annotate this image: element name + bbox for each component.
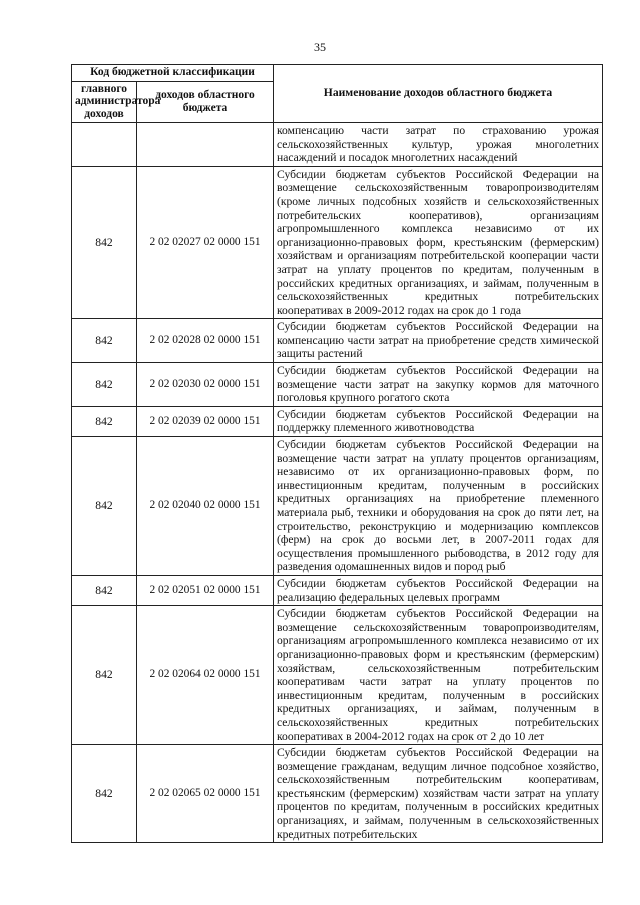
budget-classification-table [71, 64, 603, 843]
table-row [72, 406, 603, 436]
revenue-name-cell: Субсидии бюджетам субъектов Российской Федерации на возмещение гражданам, ведущим личное подсобное хозяйство, сельскохозяйственным потребительским кооперативам, крестьянским (фермерским) хозяйствам части затрат на уплату процентов по кредитам, полученным в российских кредитных организациях, и займам, полученным в сельскохозяйственных кредитных потребительских [274, 745, 603, 843]
revenue-name-cell: компенсацию части затрат по страхованию урожая сельскохозяйственных культур, урожая многолетних насаждений и посадок многолетних насаждений [274, 122, 603, 166]
header-revenue-name: Наименование доходов областного бюджета [274, 65, 603, 123]
admin-code-cell: 842 [72, 437, 137, 576]
table-row [72, 363, 603, 407]
revenue-name-cell: Субсидии бюджетам субъектов Российской Федерации на возмещение части затрат на уплату процентов организациям, независимо от их организационно-правовых форм, по инвестиционным кредитам, полученным в российских кредитных организациях на приобретение племенного материала рыб, техники и оборудования на срок до пяти лет, на строительство, реконструкцию и модернизацию комплексов (ферм) на срок до восьми лет, в 2007-2011 годах для осуществления промышленного рыбоводства, в 2012 году для разведения одомашненных видов и пород рыб [274, 437, 603, 576]
header-budget-classification-code: Код бюджетной классификации [72, 65, 274, 82]
budget-code-cell: 2 02 02030 02 0000 151 [137, 363, 274, 407]
admin-code-cell: 842 [72, 606, 137, 745]
admin-code-cell [72, 122, 137, 166]
admin-code-cell: 842 [72, 319, 137, 363]
table-row [72, 437, 603, 576]
budget-code-cell: 2 02 02027 02 0000 151 [137, 166, 274, 319]
budget-code-cell: 2 02 02040 02 0000 151 [137, 437, 274, 576]
revenue-name-cell: Субсидии бюджетам субъектов Российской Федерации на реализацию федеральных целевых программ [274, 575, 603, 605]
budget-code-cell: 2 02 02039 02 0000 151 [137, 406, 274, 436]
revenue-name-cell: Субсидии бюджетам субъектов Российской Федерации на возмещение части затрат на закупку кормов для маточного поголовья крупного рогатого скота [274, 363, 603, 407]
revenue-name-cell: Субсидии бюджетам субъектов Российской Федерации на возмещение сельскохозяйственным товаропроизводителям, организациям агропромышленного комплекса независимо от их организационно-правовых форм и крестьянским (фермерским) хозяйствам, сельскохозяйственным потребительским кооперативам части затрат на уплату процентов по инвестиционным кредитам, полученным в российских кредитных организациях, и займам, полученным в сельскохозяйственных кредитных потребительских кооперативах в 2004-2012 годах на срок от 2 до 10 лет [274, 606, 603, 745]
page-number: 35 [314, 40, 326, 54]
table-row [72, 122, 603, 166]
table-row [72, 575, 603, 605]
revenue-name-cell: Субсидии бюджетам субъектов Российской Федерации на компенсацию части затрат на приобретение средств химической защиты растений [274, 319, 603, 363]
admin-code-cell: 842 [72, 406, 137, 436]
table-row [72, 745, 603, 843]
header-regional-revenue: доходов областного бюджета [137, 81, 274, 122]
revenue-name-cell: Субсидии бюджетам субъектов Российской Федерации на поддержку племенного животноводства [274, 406, 603, 436]
header-main-administrator: главного администратора доходов [72, 81, 137, 122]
admin-code-cell: 842 [72, 363, 137, 407]
budget-code-cell: 2 02 02064 02 0000 151 [137, 606, 274, 745]
budget-code-cell [137, 122, 274, 166]
budget-code-cell: 2 02 02028 02 0000 151 [137, 319, 274, 363]
budget-code-cell: 2 02 02051 02 0000 151 [137, 575, 274, 605]
revenue-name-cell: Субсидии бюджетам субъектов Российской Федерации на возмещение сельскохозяйственным товаропроизводителям (кроме личных подсобных хозяйств и сельскохозяйственных потребительских кооперативов), организациям агропромышленного комплекса независимо от их организационно-правовых форм, крестьянским (фермерским) хозяйствам и организациям потребительской кооперации части затрат на уплату процентов по кредитам, полученным в российских кредитных организациях, и займам, полученным в сельскохозяйственных кредитных потребительских кооперативах в 2009-2012 годах на срок до 1 года [274, 166, 603, 319]
admin-code-cell: 842 [72, 575, 137, 605]
admin-code-cell: 842 [72, 166, 137, 319]
table-row [72, 166, 603, 319]
table-row [72, 606, 603, 745]
table-row [72, 319, 603, 363]
admin-code-cell: 842 [72, 745, 137, 843]
budget-code-cell: 2 02 02065 02 0000 151 [137, 745, 274, 843]
